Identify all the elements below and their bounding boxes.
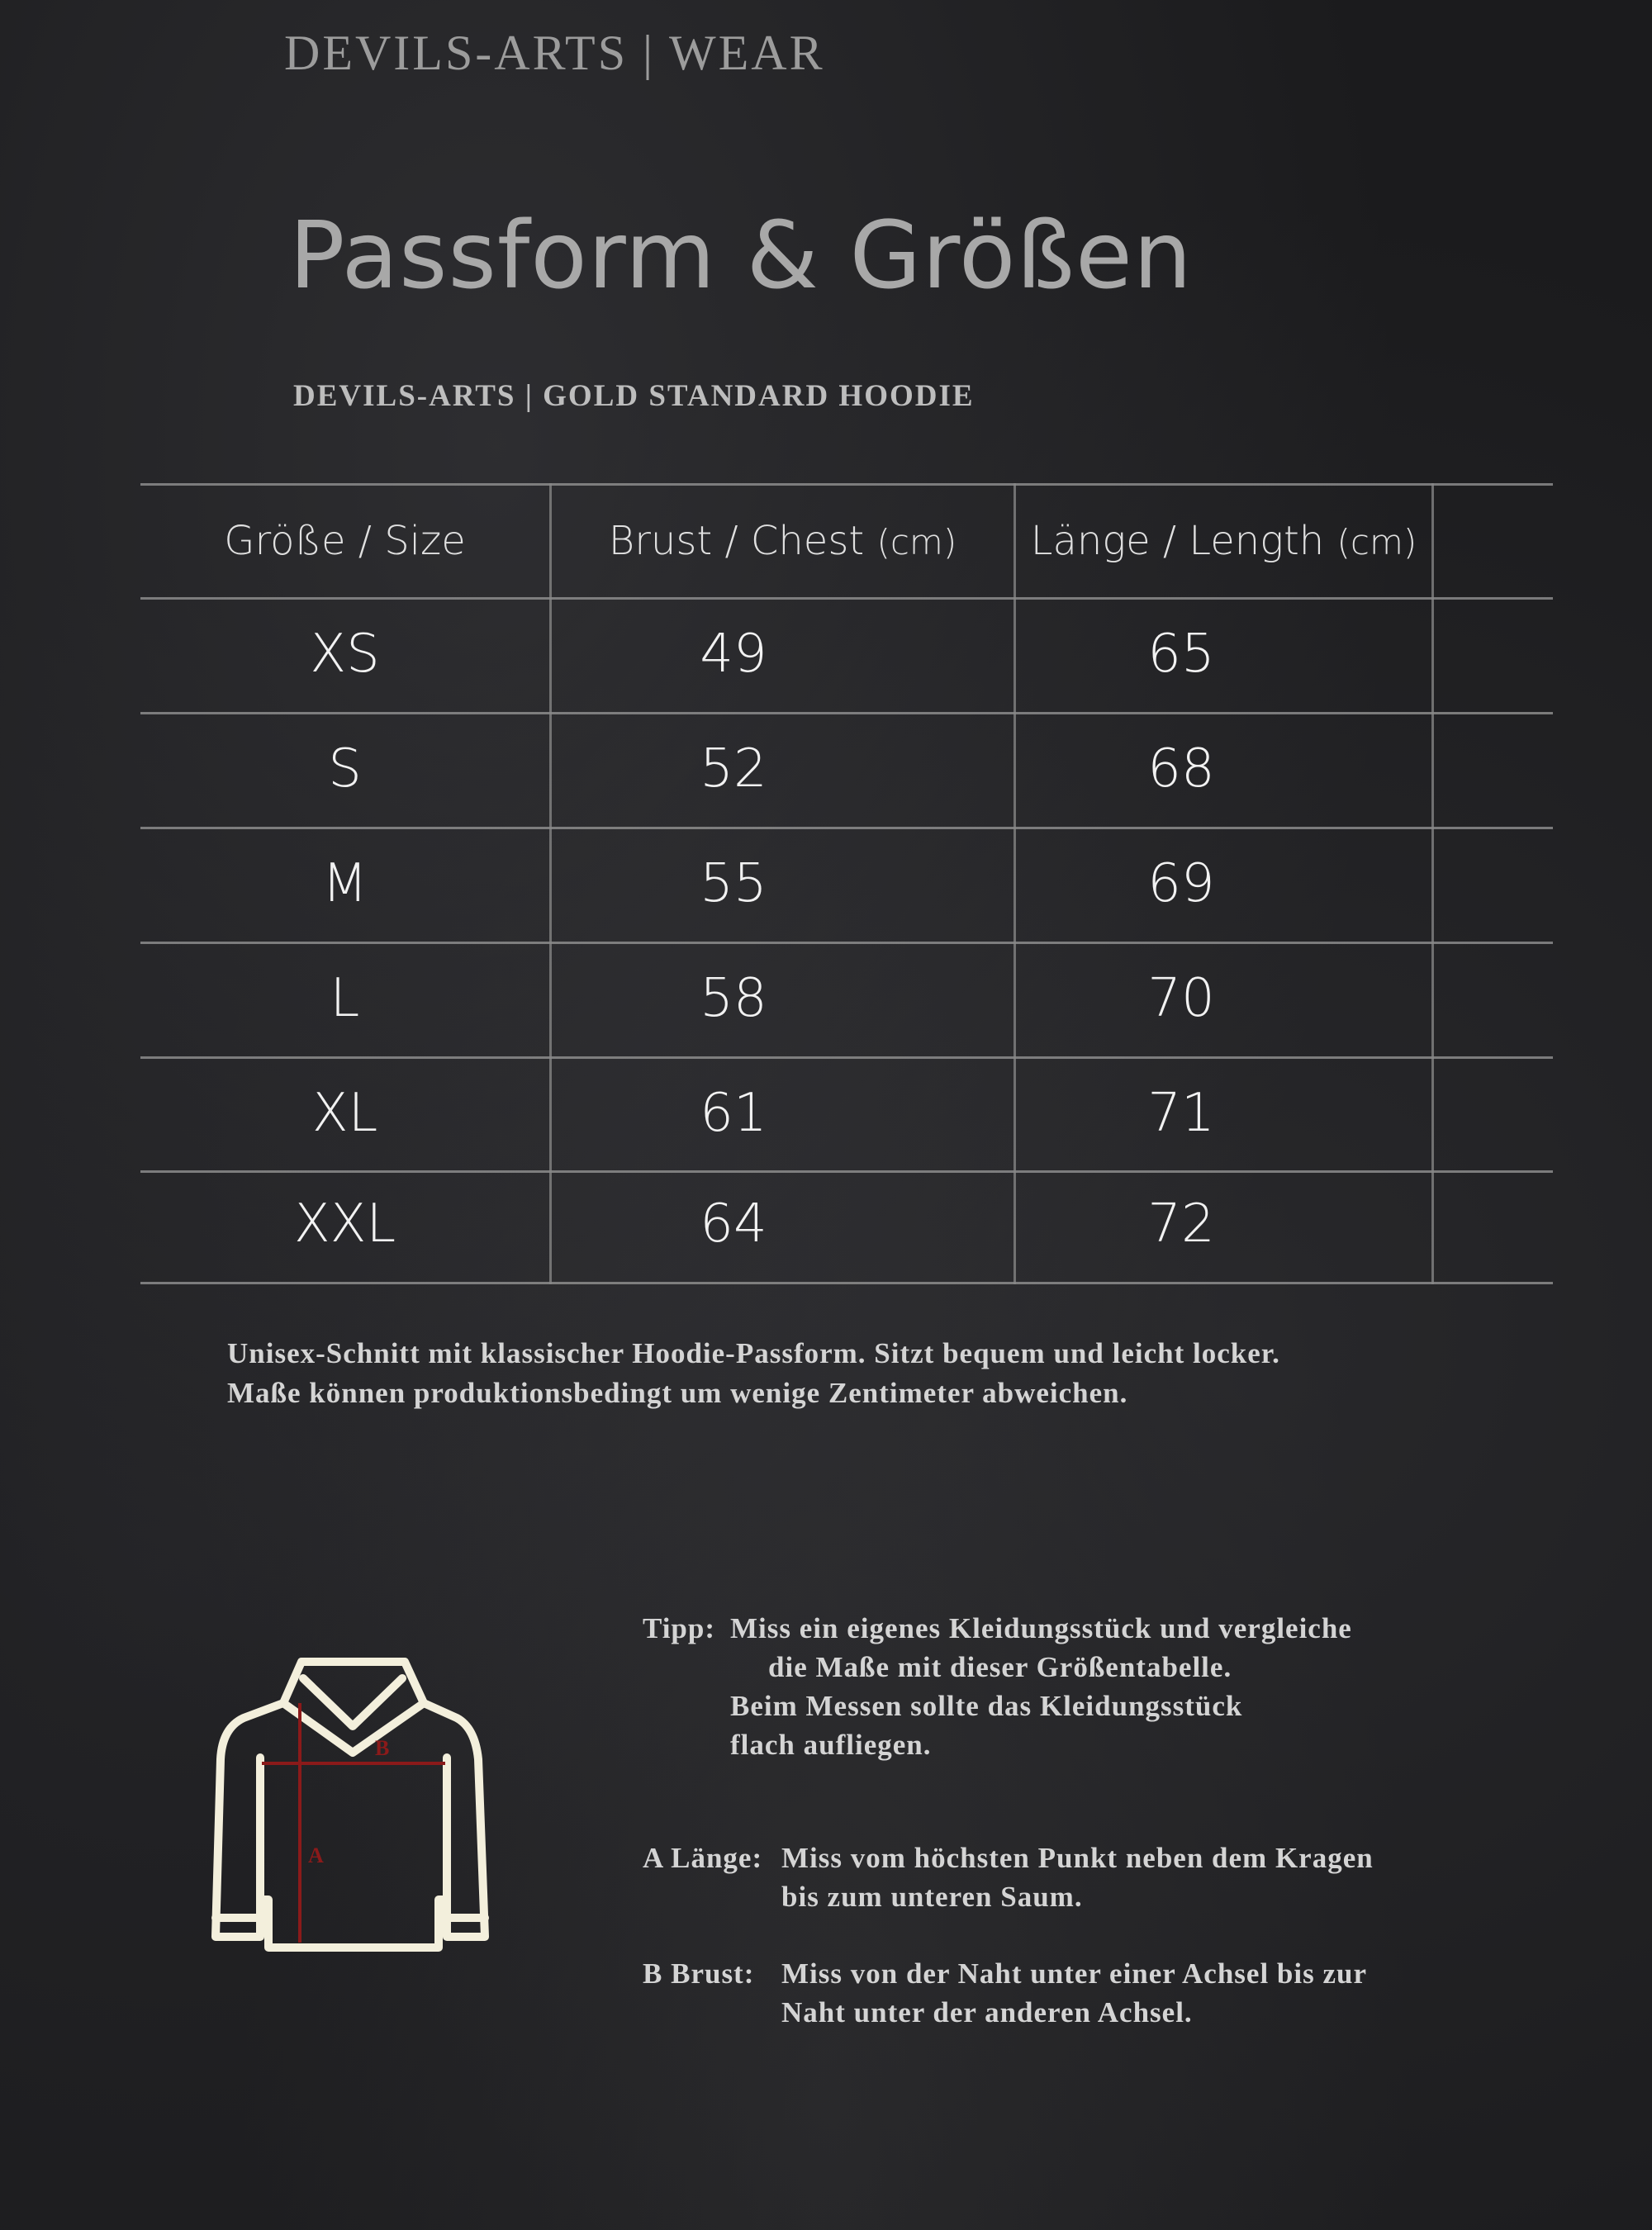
size-cell: XS	[310, 624, 380, 685]
length-line: Miss vom höchsten Punkt neben dem Kragen	[781, 1842, 1374, 1874]
size-table	[140, 483, 1553, 1284]
length-line: bis zum unteren Saum.	[781, 1881, 1083, 1913]
fit-note	[227, 1334, 1507, 1413]
table-rule	[140, 1170, 1553, 1173]
chest-line: Naht unter der anderen Achsel.	[781, 1996, 1193, 2028]
chest-cell: 55	[700, 853, 767, 914]
tip-lines	[643, 1609, 1551, 1764]
table-rule	[140, 827, 1553, 829]
length-cell: 65	[1147, 624, 1215, 685]
page-title: Passform & Größen	[289, 202, 1193, 310]
measuring-tips	[643, 1609, 1551, 2032]
table-rule	[140, 483, 1553, 486]
length-cell: 68	[1147, 738, 1215, 799]
chest-cell: 64	[700, 1193, 767, 1255]
fit-note-line: Unisex-Schnitt mit klassischer Hoodie-Passform. Sitzt bequem und leicht locker.	[227, 1337, 1280, 1369]
size-cell: M	[321, 853, 368, 914]
size-cell: XL	[311, 1083, 378, 1144]
fit-note-line: Maße können produktionsbedingt um wenige Zentimeter abweichen.	[227, 1377, 1128, 1409]
chest-cell: 58	[700, 968, 767, 1029]
size-cell: L	[330, 968, 360, 1029]
length-cell: 70	[1147, 968, 1215, 1029]
table-rule	[140, 597, 1553, 600]
tip-line: flach aufliegen.	[730, 1729, 932, 1761]
length-cell: 69	[1147, 853, 1215, 914]
header-chest: Brust / Chest (cm)	[608, 518, 957, 564]
diagram-label-a: A	[308, 1843, 324, 1867]
length-cell: 71	[1147, 1083, 1215, 1144]
length-lines	[643, 1839, 1551, 1916]
table-rule	[140, 1056, 1553, 1059]
table-rule	[140, 942, 1553, 944]
chest-line: Miss von der Naht unter einer Achsel bis zur	[781, 1957, 1368, 1990]
chest-block	[643, 1954, 1551, 2032]
chest-lines	[643, 1954, 1551, 2032]
chest-cell: 49	[700, 624, 767, 685]
chest-cell: 52	[700, 738, 767, 799]
diagram-label-b: B	[375, 1736, 390, 1760]
tip-block	[643, 1609, 1551, 1764]
size-cell: XXL	[293, 1193, 396, 1255]
header-size: Größe / Size	[224, 518, 466, 564]
length-block	[643, 1839, 1551, 1916]
tip-line: die Maße mit dieser Größentabelle.	[768, 1651, 1232, 1683]
product-subtitle: DEVILS-ARTS | GOLD STANDARD HOODIE	[293, 379, 975, 413]
table-rule	[140, 1282, 1553, 1284]
chest-cell: 61	[700, 1083, 767, 1144]
size-cell: S	[328, 738, 362, 799]
table-divider	[1431, 483, 1434, 1284]
brand-logo-text: DEVILS-ARTS | WEAR	[284, 26, 825, 80]
table-rule	[140, 712, 1553, 714]
length-label: A Länge:	[643, 1842, 763, 1874]
tip-line: Beim Messen sollte das Kleidungsstück	[730, 1690, 1243, 1722]
header-length: Länge / Length (cm)	[1030, 518, 1417, 564]
length-cell: 72	[1147, 1193, 1215, 1255]
tip-label: Tipp:	[643, 1612, 716, 1644]
chest-label: B Brust:	[643, 1957, 755, 1990]
tip-line: Miss ein eigenes Kleidungsstück und vergleiche	[730, 1612, 1352, 1644]
hoodie-measure-icon	[211, 1652, 496, 1957]
